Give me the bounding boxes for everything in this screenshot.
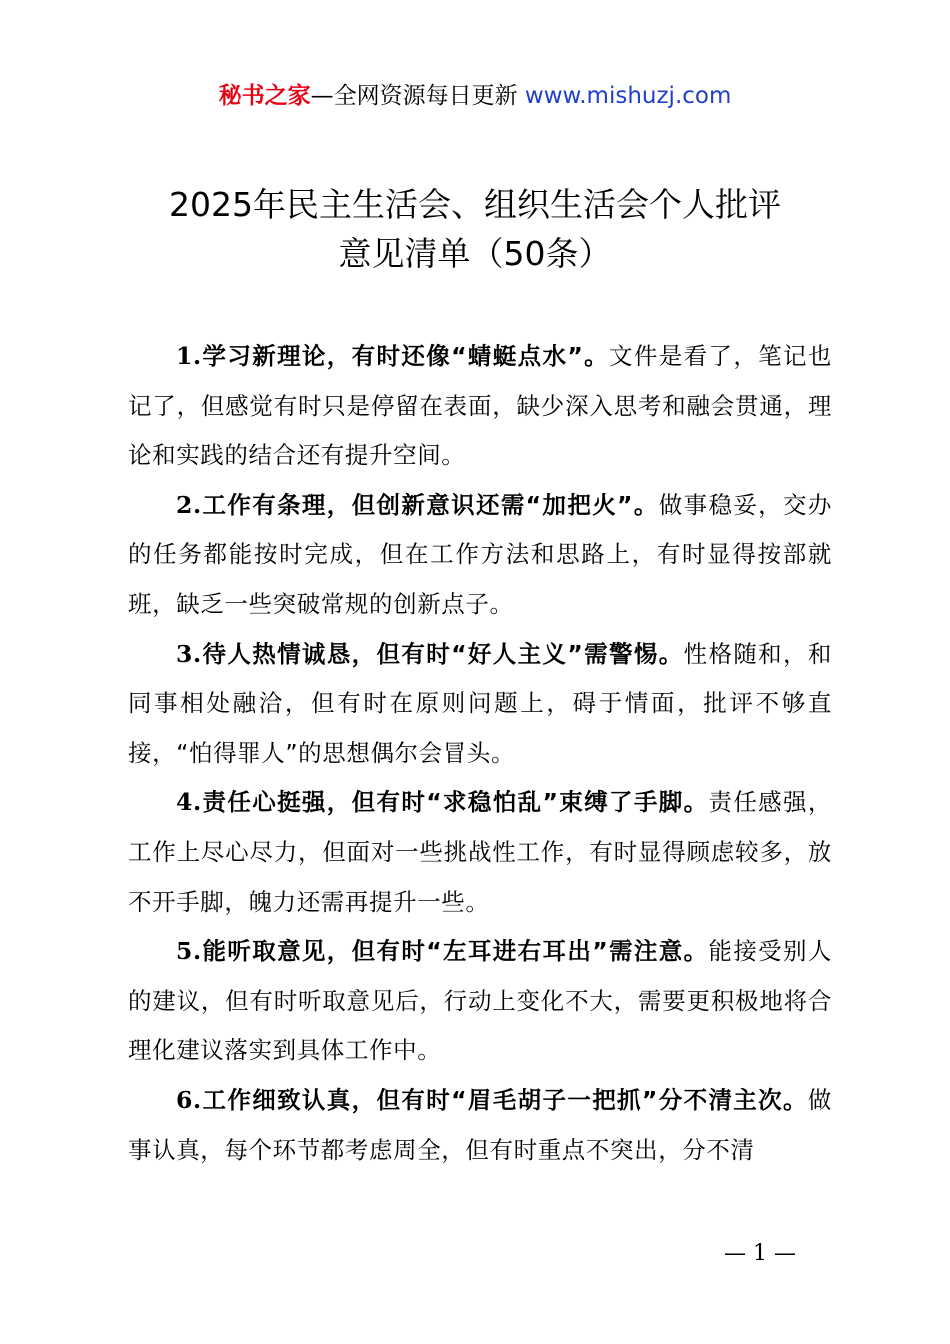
- brand-name: 秘书之家: [218, 83, 311, 109]
- item-number: 5.: [176, 937, 202, 966]
- site-banner: [0, 78, 950, 114]
- item-number: 6.: [176, 1085, 202, 1114]
- item-number: 1.: [176, 342, 202, 370]
- item-text: 责任感强，工作上尽心尽力，但面对一些挑战性工作，有时显得顾虑较多，放不开手脚，魄力还需再提升一些。: [128, 788, 832, 916]
- list-item: [128, 1076, 832, 1175]
- list-item: [128, 778, 832, 927]
- page-number: — 1 —: [724, 1241, 796, 1266]
- list-item: [128, 481, 832, 630]
- item-text: 做事认真，每个环节都考虑周全，但有时重点不突出，分不清: [128, 1085, 832, 1164]
- item-heading: 工作细致认真，但有时“眉毛胡子一把抓”分不清主次。: [201, 1085, 808, 1114]
- item-heading: 工作有条理，但创新意识还需“加把火”。: [201, 490, 659, 519]
- item-heading: 学习新理论，有时还像“蜻蜓点水”。: [201, 342, 610, 370]
- item-number: 3.: [176, 639, 202, 668]
- list-item: [128, 332, 832, 481]
- item-number: 4.: [176, 788, 202, 817]
- item-text: 做事稳妥，交办的任务都能按时完成，但在工作方法和思路上，有时显得按部就班，缺乏一些突破常规的创新点子。: [128, 490, 832, 618]
- title-line-2: 意见清单（50条）: [338, 234, 612, 273]
- item-text: 文件是看了，笔记也记了，但感觉有时只是停留在表面，缺少深入思考和融会贯通，理论和实践的结合还有提升空间。: [128, 342, 832, 470]
- item-heading: 能听取意见，但有时“左耳进右耳出”需注意。: [201, 937, 709, 966]
- brand-slogan: —全网资源每日更新: [310, 83, 518, 109]
- site-url-link[interactable]: www.mishuzj.com: [524, 83, 732, 109]
- document-title: [0, 180, 950, 278]
- item-text: 性格随和，和同事相处融洽，但有时在原则问题上，碍于情面，批评不够直接，“怕得罪人”的思想偶尔会冒头。: [128, 639, 832, 767]
- title-line-1: 2025年民主生活会、组织生活会个人批评: [169, 185, 781, 224]
- list-item: [128, 927, 832, 1076]
- list-item: [128, 630, 832, 779]
- item-heading: 待人热情诚恳，但有时“好人主义”需警惕。: [201, 639, 684, 668]
- item-number: 2.: [176, 490, 202, 519]
- item-heading: 责任心挺强，但有时“求稳怕乱”束缚了手脚。: [201, 788, 709, 817]
- document-body: [128, 332, 832, 1175]
- item-text: 能接受别人的建议，但有时听取意见后，行动上变化不大，需要更积极地将合理化建议落实到具体工作中。: [128, 937, 832, 1065]
